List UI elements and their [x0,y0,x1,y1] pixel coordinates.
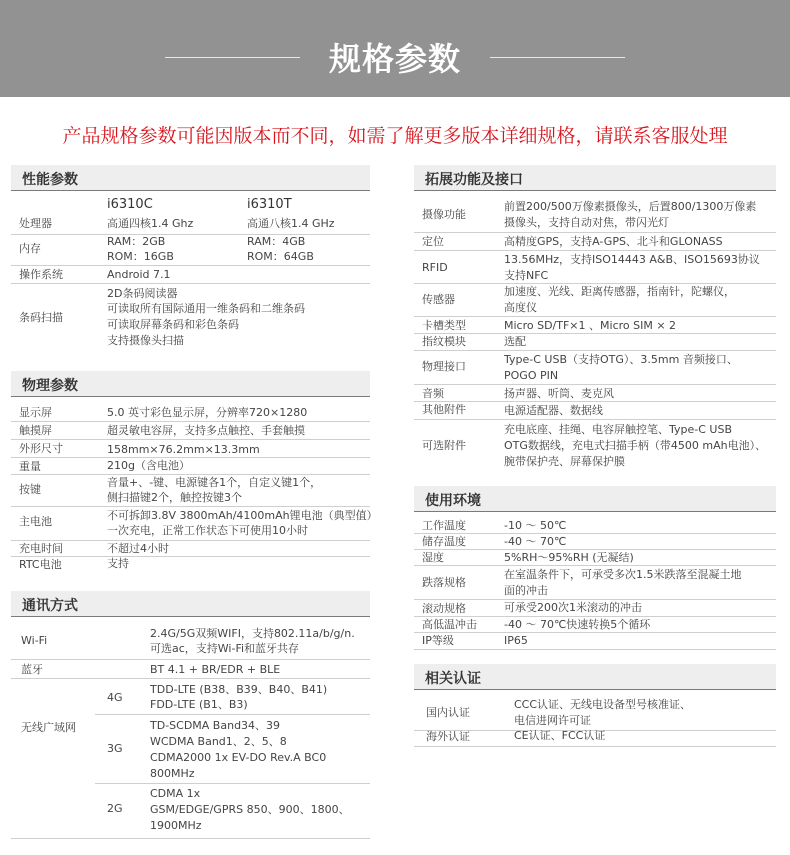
spec-label: 无线广域网 [21,721,76,734]
spec-value: CE认证、FCC认证 [514,729,606,742]
spec-value: 电信进网许可证 [514,714,591,727]
spec-value: 在室温条件下，可承受多次1.5米跌落至混凝土地 [504,568,742,581]
network-gen-label: 4G [107,691,123,704]
spec-label: IP等级 [422,634,454,647]
spec-value: 高通四核1.4 Ghz [107,217,194,230]
version-notice: 产品规格参数可能因版本而不同，如需了解更多版本详细规格，请联系客服处理 [62,125,728,147]
spec-label: 主电池 [19,515,52,528]
spec-value: 不可拆卸3.8V 3800mAh/4100mAh锂电池（典型值） [107,509,378,522]
spec-value: TD-SCDMA Band34、39 [150,719,281,732]
row-divider [11,506,370,507]
spec-value: TDD-LTE (B38、B39、B40、B41) [150,683,328,696]
row-divider [414,746,776,747]
spec-label: 工作温度 [422,519,466,532]
spec-value: 2D条码阅读器 [107,287,178,300]
spec-value: -10 ～ 50℃ [504,519,567,532]
row-divider [414,384,776,385]
spec-label: 湿度 [422,551,444,564]
section-communication [11,591,370,617]
spec-value: 210g（含电池） [107,459,190,472]
row-divider [11,439,370,440]
spec-value: 支持NFC [504,269,549,282]
section-title: 使用环境 [425,493,481,509]
spec-label: 条码扫描 [19,311,63,324]
row-divider [11,457,370,458]
spec-label: 指纹模块 [422,335,466,348]
spec-value: IP65 [504,634,528,647]
spec-value: 13.56MHz，支持ISO14443 A&B、ISO15693协议 [504,253,760,266]
spec-value: ROM：16GB [107,250,174,263]
row-divider [414,419,776,420]
spec-value: 2.4G/5G双频WIFI，支持802.11a/b/g/n. [150,627,355,640]
spec-value: CDMA2000 1x EV-DO Rev.A BC0 [150,751,327,764]
row-divider [11,283,370,284]
spec-value: 不超过4小时 [107,542,169,555]
spec-value: RAM：2GB [107,235,166,248]
row-divider [414,401,776,402]
spec-value: 加速度、光线、距离传感器，指南针，陀螺仪， [504,285,735,298]
spec-value: 侧扫描键2个，触控按键3个 [107,491,242,504]
spec-label: 处理器 [19,217,52,230]
spec-label: 音频 [422,387,444,400]
spec-value: 可读取屏幕条码和彩色条码 [107,318,239,331]
spec-label: 外形尺寸 [19,442,63,455]
row-divider [414,333,776,334]
header-banner [0,0,790,97]
row-divider [95,783,370,784]
spec-value: 可选ac，支持Wi-Fi和蓝牙共存 [150,642,300,655]
spec-label: 滚动规格 [422,602,466,615]
spec-label: 充电时间 [19,542,63,555]
spec-label: 可选附件 [422,439,466,452]
row-divider [11,421,370,422]
spec-label: Wi-Fi [21,634,48,647]
spec-label: 卡槽类型 [422,319,466,332]
spec-value: 高度仪 [504,301,537,314]
spec-label: 重量 [19,460,41,473]
row-divider [11,556,370,557]
row-divider [11,265,370,266]
spec-value: RAM：4GB [247,235,306,248]
spec-label: 高低温冲击 [422,618,477,631]
row-divider [11,678,370,679]
spec-label: 摄像功能 [422,208,466,221]
spec-value: 扬声器、听筒、麦克风 [504,387,614,400]
spec-value: WCDMA Band1、2、5、8 [150,735,287,748]
row-divider [414,232,776,233]
section-expansion [414,165,776,191]
spec-label: 储存温度 [422,535,466,548]
row-divider [414,649,776,650]
spec-value: 可承受200次1米滚动的冲击 [504,601,642,614]
spec-value: 面的冲击 [504,584,548,597]
spec-label: 海外认证 [426,730,470,743]
banner-divider-right [490,57,625,58]
spec-label: 物理接口 [422,360,466,373]
section-title: 性能参数 [22,172,78,188]
spec-value: 充电底座、挂绳、电容屏触控笔、Type-C USB [504,423,732,436]
spec-label: 按键 [19,483,41,496]
network-gen-label: 3G [107,742,123,755]
spec-label: 触摸屏 [19,424,52,437]
spec-value: 158mm×76.2mm×13.3mm [107,443,260,456]
spec-value: 800MHz [150,767,195,780]
spec-label: RTC电池 [19,558,62,571]
spec-value: CDMA 1x [150,787,201,800]
spec-label: 定位 [422,235,444,248]
spec-value: 摄像头，支持自动对焦，带闪光灯 [504,216,669,229]
spec-value: 5.0 英寸彩色显示屏，分辨率720×1280 [107,406,308,419]
spec-value: POGO PIN [504,369,559,382]
row-divider [414,533,776,534]
spec-value: -40 ～ 70℃ [504,535,567,548]
row-divider [11,540,370,541]
row-divider [414,350,776,351]
network-gen-label: 2G [107,802,123,815]
row-divider [414,316,776,317]
section-physical [11,371,370,397]
spec-value: BT 4.1 + BR/EDR + BLE [150,663,281,676]
section-performance [11,165,370,191]
row-divider [95,714,370,715]
section-title: 通讯方式 [22,598,78,614]
spec-value: -40 ～ 70℃快速转换5个循环 [504,618,651,631]
spec-value: GSM/EDGE/GPRS 850、900、1800、 [150,803,350,816]
spec-label: 操作系统 [19,268,63,281]
model-c-header: i6310C [107,197,153,212]
page-title: 规格参数 [328,40,461,78]
spec-value: 选配 [504,335,526,348]
spec-value: 腕带保护壳、屏幕保护膜 [504,455,625,468]
spec-label: 跌落规格 [422,576,466,589]
spec-value: Android 7.1 [107,268,171,281]
spec-value: 电源适配器、数据线 [504,404,603,417]
spec-label: 传感器 [422,293,455,306]
section-title: 物理参数 [22,378,78,394]
spec-value: Type-C USB（支持OTG）、3.5mm 音频接口、 [504,353,738,366]
spec-label: RFID [422,261,448,274]
spec-label: 蓝牙 [21,663,43,676]
row-divider [414,632,776,633]
spec-value: 可读取所有国际通用一维条码和二维条码 [107,302,305,315]
row-divider [414,565,776,566]
spec-value: 高通八核1.4 GHz [247,217,335,230]
spec-value: 前置200/500万像素摄像头，后置800/1300万像素 [504,200,757,213]
section-certification [414,664,776,690]
spec-value: 支持摄像头扫描 [107,334,184,347]
spec-value: 高精度GPS，支持A-GPS、北斗和GLONASS [504,235,723,248]
model-t-header: i6310T [247,197,292,212]
row-divider [11,659,370,660]
spec-value: ROM：64GB [247,250,314,263]
spec-label: 其他附件 [422,403,466,416]
section-title: 拓展功能及接口 [425,172,523,188]
spec-label: 内存 [19,242,41,255]
spec-value: FDD-LTE (B1、B3) [150,698,248,711]
section-title: 相关认证 [425,671,481,687]
spec-value: 支持 [107,557,129,570]
spec-value: 音量+、-键、电源键各1个，自定义键1个， [107,476,322,489]
spec-value: 1900MHz [150,819,202,832]
spec-label: 国内认证 [426,706,470,719]
spec-value: CCC认证、无线电设备型号核准证、 [514,698,692,711]
spec-value: 5%RH～95%RH (无凝结) [504,551,634,564]
spec-value: Micro SD/TF×1 、Micro SIM × 2 [504,319,677,332]
spec-value: OTG数据线，充电式扫描手柄（带4500 mAh电池）、 [504,439,767,452]
spec-value: 超灵敏电容屏，支持多点触控、手套触摸 [107,424,305,437]
row-divider [414,250,776,251]
spec-value: 一次充电，正常工作状态下可使用10小时 [107,524,308,537]
section-environment [414,486,776,512]
row-divider [11,234,370,235]
row-divider [11,838,370,839]
spec-label: 显示屏 [19,406,52,419]
